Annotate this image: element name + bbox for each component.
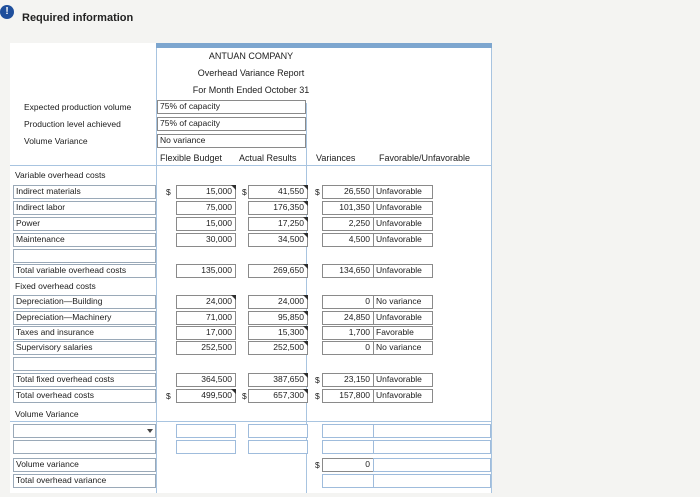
variance-supervisory[interactable]: 0 (322, 341, 374, 355)
variance-indirect-materials[interactable]: 26,550 (322, 185, 374, 199)
actual-total-variable[interactable]: 269,650 (248, 264, 308, 278)
currency-sign: $ (315, 187, 320, 197)
report-period: For Month Ended October 31 (192, 85, 310, 95)
flex-indirect-materials[interactable]: 15,000 (176, 185, 236, 199)
row-label-volume-variance[interactable] (13, 458, 156, 472)
volume-fav-input[interactable] (373, 424, 491, 438)
variable-section-label: Variable overhead costs (15, 170, 106, 180)
row-label-text: Total overhead costs (16, 390, 94, 400)
row-label-taxes-insurance[interactable] (13, 326, 156, 340)
expected-production-input[interactable]: 75% of capacity (157, 100, 306, 114)
flex-maintenance[interactable]: 30,000 (176, 233, 236, 247)
currency-sign: $ (166, 391, 171, 401)
row-label-depr-machinery[interactable] (13, 311, 156, 325)
company-name: ANTUAN COMPANY (208, 51, 294, 61)
fav-maintenance[interactable]: Unfavorable (373, 233, 433, 247)
variance-total-variable[interactable]: 134,650 (322, 264, 374, 278)
row-label-text: Indirect materials (16, 186, 81, 196)
info-icon: ! (0, 5, 14, 19)
volume-variance-value[interactable]: 0 (322, 458, 374, 472)
row-label-text: Total variable overhead costs (16, 265, 127, 275)
currency-sign: $ (315, 460, 320, 470)
fav-taxes-insurance[interactable]: Favorable (373, 326, 433, 340)
row-label-text: Depreciation—Building (16, 296, 103, 306)
flex-depr-building[interactable]: 24,000 (176, 295, 236, 309)
actual-total-fixed[interactable]: 387,650 (248, 373, 308, 387)
row-label-total-overhead-variance[interactable] (13, 474, 156, 488)
row-label-depr-building[interactable] (13, 295, 156, 309)
variance-total-fixed[interactable]: 23,150 (322, 373, 374, 387)
header-rule (10, 165, 492, 166)
row-label-text: Maintenance (16, 234, 65, 244)
production-achieved-input[interactable]: 75% of capacity (157, 117, 306, 131)
variance-power[interactable]: 2,250 (322, 217, 374, 231)
row-label-power[interactable] (13, 217, 156, 231)
report-title: Overhead Variance Report (197, 68, 305, 78)
actual-supervisory[interactable]: 252,500 (248, 341, 308, 355)
volume-blank-fav[interactable] (373, 440, 491, 454)
chevron-down-icon (147, 429, 153, 433)
actual-indirect-labor[interactable]: 176,350 (248, 201, 308, 215)
grid-line (156, 48, 157, 493)
actual-indirect-materials[interactable]: 41,550 (248, 185, 308, 199)
row-label-maintenance[interactable] (13, 233, 156, 247)
col-flexible-budget: Flexible Budget (160, 153, 223, 163)
fav-total-variable[interactable]: Unfavorable (373, 264, 433, 278)
volume-blank-flex[interactable] (176, 440, 236, 454)
col-favorable-unfavorable: Favorable/Unfavorable (379, 153, 471, 163)
flex-total-variable[interactable]: 135,000 (176, 264, 236, 278)
fav-indirect-materials[interactable]: Unfavorable (373, 185, 433, 199)
flex-indirect-labor[interactable]: 75,000 (176, 201, 236, 215)
currency-sign: $ (242, 187, 247, 197)
currency-sign: $ (166, 187, 171, 197)
fav-supervisory[interactable]: No variance (373, 341, 433, 355)
row-label-text: Supervisory salaries (16, 342, 93, 352)
blank-row-label[interactable] (13, 249, 156, 263)
flex-total-overhead[interactable]: 499,500 (176, 389, 236, 403)
row-label-text: Taxes and insurance (16, 327, 94, 337)
col-variances: Variances (316, 153, 356, 163)
row-label-total-fixed[interactable] (13, 373, 156, 387)
variance-depr-building[interactable]: 0 (322, 295, 374, 309)
fixed-section-label: Fixed overhead costs (15, 281, 96, 291)
volume-variance-input[interactable]: No variance (157, 134, 306, 148)
required-info-header (0, 0, 700, 38)
fav-depr-building[interactable]: No variance (373, 295, 433, 309)
volume-variance-fav[interactable] (373, 458, 491, 472)
flex-taxes-insurance[interactable]: 17,000 (176, 326, 236, 340)
currency-sign: $ (315, 391, 320, 401)
actual-total-overhead[interactable]: 657,300 (248, 389, 308, 403)
row-label-total-variable[interactable] (13, 264, 156, 278)
fav-indirect-labor[interactable]: Unfavorable (373, 201, 433, 215)
fav-depr-machinery[interactable]: Unfavorable (373, 311, 433, 325)
production-achieved-label: Production level achieved (24, 119, 121, 129)
variance-taxes-insurance[interactable]: 1,700 (322, 326, 374, 340)
variance-maintenance[interactable]: 4,500 (322, 233, 374, 247)
volume-variance-label: Volume Variance (24, 136, 88, 146)
volume-blank-variance[interactable] (322, 440, 374, 454)
row-label-text: Power (16, 218, 41, 228)
expected-production-label: Expected production volume (24, 102, 132, 112)
volume-variance-dropdown[interactable] (13, 424, 156, 438)
grid-line (491, 48, 492, 493)
actual-maintenance[interactable]: 34,500 (248, 233, 308, 247)
volume-flex-input[interactable] (176, 424, 236, 438)
row-label-total-overhead[interactable] (13, 389, 156, 403)
row-label-text: Volume variance (16, 459, 79, 469)
header-title: Required information (22, 12, 134, 24)
total-overhead-variance-value[interactable] (322, 474, 374, 488)
actual-depr-machinery[interactable]: 95,850 (248, 311, 308, 325)
flex-depr-machinery[interactable]: 71,000 (176, 311, 236, 325)
total-overhead-variance-fav[interactable] (373, 474, 491, 488)
flex-supervisory[interactable]: 252,500 (176, 341, 236, 355)
volume-blank-label[interactable] (13, 440, 156, 454)
actual-taxes-insurance[interactable]: 15,300 (248, 326, 308, 340)
row-label-indirect-labor[interactable] (13, 201, 156, 215)
variance-total-overhead[interactable]: 157,800 (322, 389, 374, 403)
actual-depr-building[interactable]: 24,000 (248, 295, 308, 309)
row-label-indirect-materials[interactable] (13, 185, 156, 199)
flex-total-fixed[interactable]: 364,500 (176, 373, 236, 387)
grid-line (10, 421, 492, 422)
row-label-text: Indirect labor (16, 202, 66, 212)
volume-blank-actual[interactable] (248, 440, 308, 454)
fav-total-overhead[interactable]: Unfavorable (373, 389, 433, 403)
row-label-text: Depreciation—Machinery (16, 312, 112, 322)
variance-indirect-labor[interactable]: 101,350 (322, 201, 374, 215)
sheet-top-bar (156, 43, 492, 48)
row-label-text: Total overhead variance (16, 475, 107, 485)
variance-depr-machinery[interactable]: 24,850 (322, 311, 374, 325)
volume-variance-amount[interactable] (322, 424, 374, 438)
row-label-supervisory[interactable] (13, 341, 156, 355)
volume-actual-input[interactable] (248, 424, 308, 438)
overhead-variance-sheet (10, 43, 492, 493)
actual-power[interactable]: 17,250 (248, 217, 308, 231)
currency-sign: $ (315, 375, 320, 385)
flex-power[interactable]: 15,000 (176, 217, 236, 231)
fav-power[interactable]: Unfavorable (373, 217, 433, 231)
blank-row-label[interactable] (13, 357, 156, 371)
volume-variance-section-label: Volume Variance (15, 409, 79, 419)
fav-total-fixed[interactable]: Unfavorable (373, 373, 433, 387)
currency-sign: $ (242, 391, 247, 401)
row-label-text: Total fixed overhead costs (16, 374, 115, 384)
col-actual-results: Actual Results (239, 153, 297, 163)
